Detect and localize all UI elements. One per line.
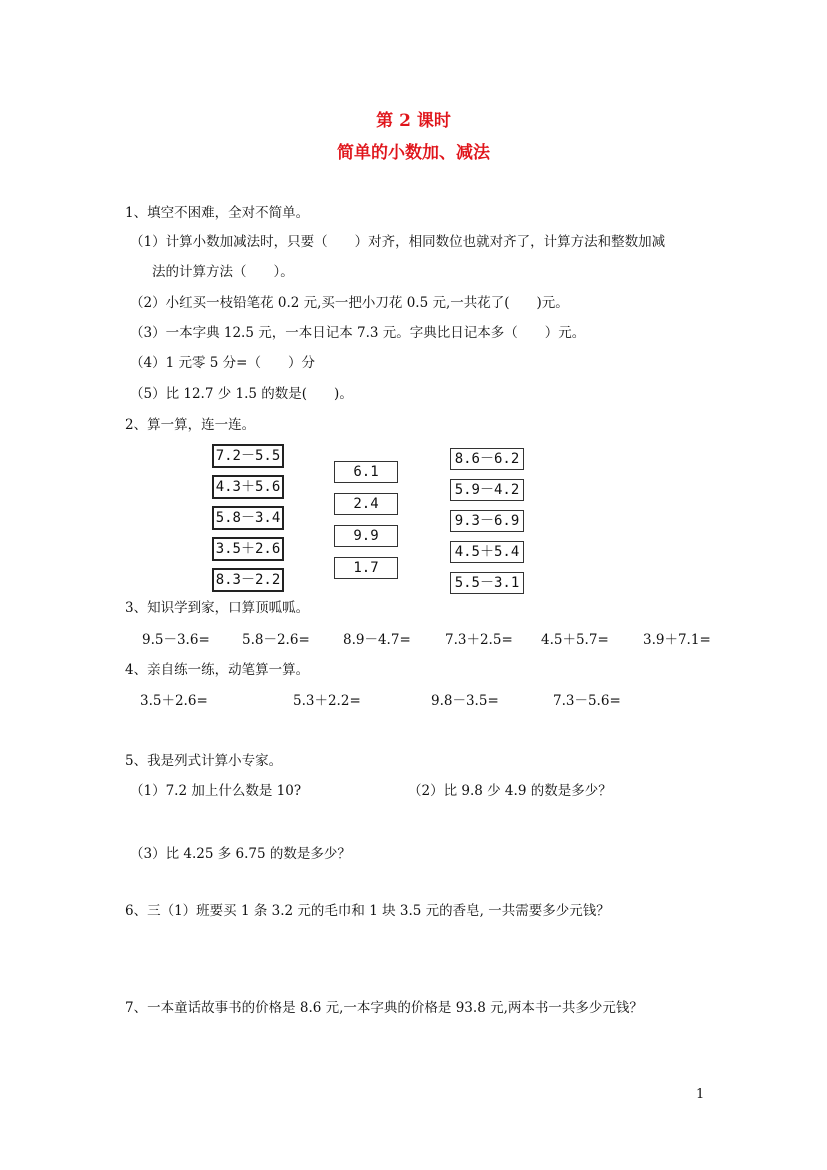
q1-item-4: （4）1 元零 5 分=（ ）分 bbox=[130, 355, 315, 371]
mental-calc-item: 5.8－2.6= bbox=[242, 632, 310, 648]
middle-result-card[interactable]: 9.9 bbox=[334, 525, 398, 547]
q1-item-1-cont: 法的计算方法（ ）。 bbox=[152, 264, 294, 280]
q7-text: 7、一本童话故事书的价格是 8.6 元,一本字典的价格是 93.8 元,两本书一共多少元钱？ bbox=[125, 1000, 643, 1016]
left-expression-card[interactable]: 5.8－3.4 bbox=[212, 506, 284, 530]
right-expression-card[interactable]: 8.6－6.2 bbox=[450, 448, 524, 470]
q5-item-3: （3）比 4.25 多 6.75 的数是多少？ bbox=[130, 846, 351, 862]
right-expression-card[interactable]: 5.9－4.2 bbox=[450, 479, 524, 501]
right-expression-card[interactable]: 9.3－6.9 bbox=[450, 510, 524, 532]
middle-result-card[interactable]: 1.7 bbox=[334, 557, 398, 579]
q1-title: 1、填空不困难，全对不简单。 bbox=[125, 205, 310, 221]
q6-text: 6、三（1）班要买 1 条 3.2 元的毛巾和 1 块 3.5 元的香皂, 一共需要多少元钱？ bbox=[125, 903, 610, 919]
q5-item-2: （2）比 9.8 少 4.9 的数是多少？ bbox=[408, 783, 612, 799]
right-expression-card[interactable]: 5.5－3.1 bbox=[450, 572, 524, 594]
left-expression-card[interactable]: 4.3＋5.6 bbox=[212, 475, 284, 499]
middle-result-card[interactable]: 2.4 bbox=[334, 493, 398, 515]
lesson-number: 第 2 课时 bbox=[376, 111, 451, 131]
mental-calc-item: 3.9＋7.1= bbox=[643, 632, 711, 648]
mental-calc-item: 7.3＋2.5= bbox=[445, 632, 513, 648]
left-expression-card[interactable]: 3.5＋2.6 bbox=[212, 537, 284, 561]
q1-item-1: （1）计算小数加减法时，只要（ ）对齐，相同数位也就对齐了，计算方法和整数加减 bbox=[130, 234, 666, 250]
q2-title: 2、算一算，连一连。 bbox=[125, 417, 256, 433]
q3-title: 3、知识学到家，口算顶呱呱。 bbox=[125, 600, 310, 616]
middle-result-card[interactable]: 6.1 bbox=[334, 461, 398, 483]
written-calc-item: 5.3＋2.2= bbox=[293, 693, 361, 709]
written-calc-item: 7.3－5.6= bbox=[553, 693, 621, 709]
q1-item-5: （5）比 12.7 少 1.5 的数是( )。 bbox=[130, 386, 353, 402]
q1-item-3: （3）一本字典 12.5 元，一本日记本 7.3 元。字典比日记本多（ ）元。 bbox=[130, 325, 586, 341]
right-expression-card[interactable]: 4.5＋5.4 bbox=[450, 541, 524, 563]
written-calc-item: 3.5＋2.6= bbox=[140, 693, 208, 709]
q4-title: 4、亲自练一练，动笔算一算。 bbox=[125, 662, 310, 678]
q5-title: 5、我是列式计算小专家。 bbox=[125, 753, 283, 769]
left-expression-card[interactable]: 8.3－2.2 bbox=[212, 568, 284, 592]
left-expression-card[interactable]: 7.2－5.5 bbox=[212, 444, 284, 468]
mental-calc-item: 9.5－3.6= bbox=[142, 632, 210, 648]
written-calc-item: 9.8－3.5= bbox=[431, 693, 499, 709]
q5-item-1: （1）7.2 加上什么数是 10? bbox=[130, 783, 302, 799]
q1-item-2: （2）小红买一枝铅笔花 0.2 元,买一把小刀花 0.5 元,一共花了( )元。 bbox=[130, 295, 569, 311]
mental-calc-item: 4.5＋5.7= bbox=[541, 632, 609, 648]
mental-calc-item: 8.9－4.7= bbox=[343, 632, 411, 648]
page-number: 1 bbox=[696, 1087, 705, 1102]
lesson-topic: 简单的小数加、减法 bbox=[337, 143, 490, 163]
